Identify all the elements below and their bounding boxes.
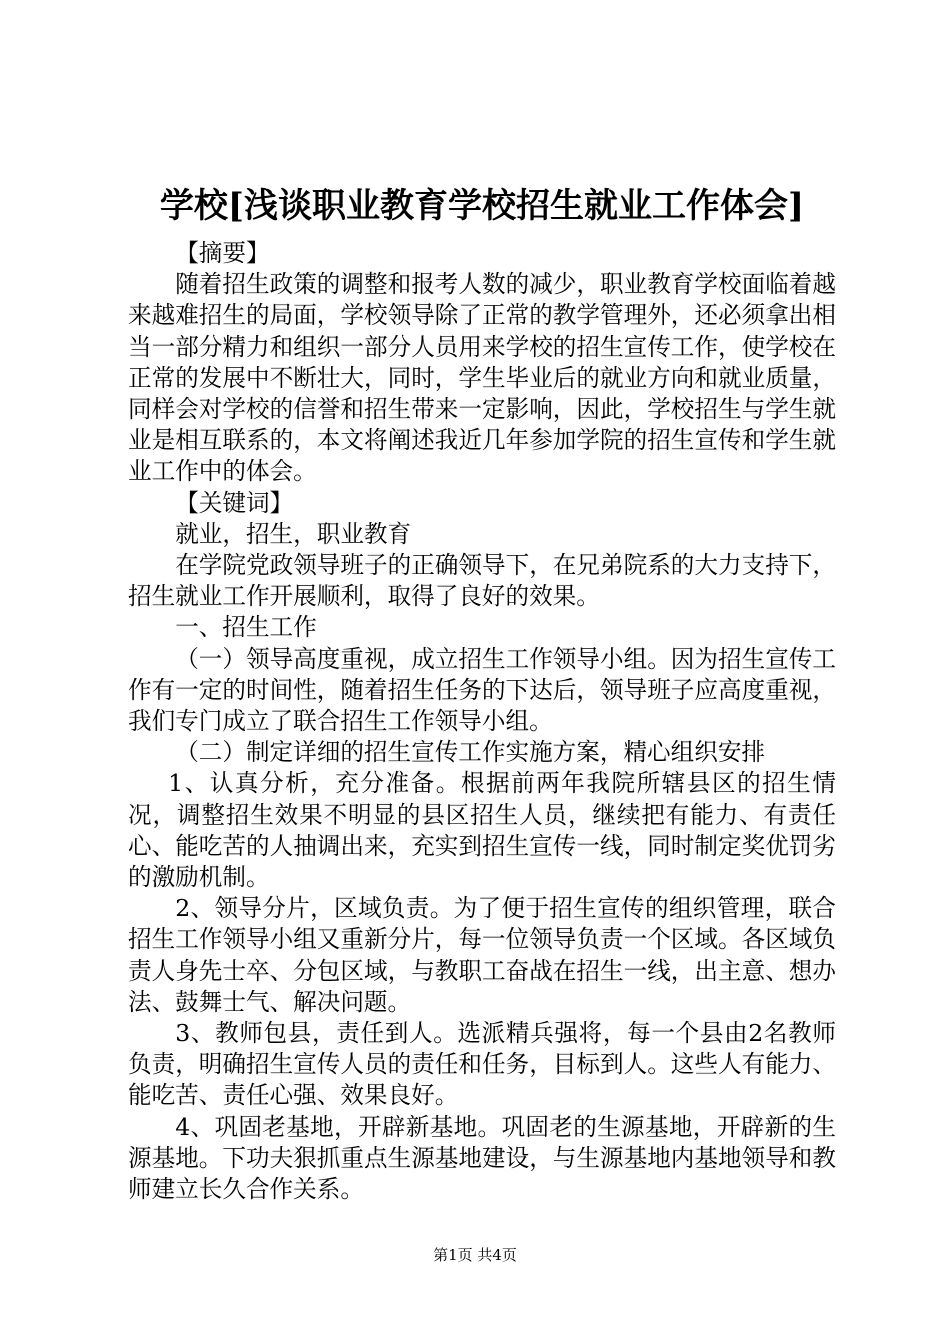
abstract-heading: 【摘要】 [175, 239, 270, 267]
subsection-heading-2: （二）制定详细的招生宣传工作实施方案，精心组织安排 [175, 738, 766, 767]
abstract-paragraph: 随着招生政策的调整和报考人数的减少，职业教育学校面临着越来越难招生的局面，学校领导除了正常的教学管理外，还必须拿出相当一部分精力和组织一部分人员用来学校的招生宣传工作，使学校在正常的发展中不断壮大，同时，学生毕业后的就业方向和就业质量，同样会对学校的信誉和招生带来一定影响，因此，学校招生与学生就业是相互联系的，本文将阐述我近几年参加学院的招生宣传和学生就业工作中的体会。 [128, 270, 836, 486]
list-item-4: 4、巩固老基地，开辟新基地。巩固老的生源基地，开辟新的生源基地。下功夫狠抓重点生源基地建设，与生源基地内基地领导和教师建立长久合作关系。 [128, 1112, 836, 1204]
intro-paragraph: 在学院党政领导班子的正确领导下，在兄弟院系的大力支持下，招生就业工作开展顺利，取得了良好的效果。 [128, 551, 836, 611]
section-heading-enrollment: 一、招生工作 [175, 613, 317, 642]
page-footer: 第1页 共4页 [433, 1246, 517, 1264]
list-item-3: 3、教师包县，责任到人。选派精兵强将，每一个县由2名教师负责，明确招生宣传人员的责任和任务，目标到人。这些人有能力、能吃苦、责任心强、效果良好。 [128, 1019, 836, 1110]
document-title: 学校[浅谈职业教育学校招生就业工作体会] [159, 186, 805, 226]
list-item-1: 1、认真分析，充分准备。根据前两年我院所辖县区的招生情况，调整招生效果不明显的县区招生人员，继续把有能力、有责任心、能吃苦的人抽调出来，充实到招生宣传一线，同时制定奖优罚劣的激励机制。 [128, 769, 836, 892]
subsection-paragraph-1: （一）领导高度重视，成立招生工作领导小组。因为招生宣传工作有一定的时间性，随着招生任务的下达后，领导班子应高度重视，我们专门成立了联合招生工作领导小组。 [128, 644, 836, 736]
document-page [128, 178, 836, 1205]
list-item-2: 2、领导分片，区域负责。为了便于招生宣传的组织管理，联合招生工作领导小组又重新分片，每一位领导负责一个区域。各区域负责人身先士卒、分包区域，与教职工奋战在招生一线，出主意、想办法、鼓舞士气、解决问题。 [128, 894, 836, 1016]
keywords-list: 就业，招生，职业教育 [175, 519, 412, 548]
keywords-heading: 【关键词】 [175, 488, 294, 517]
